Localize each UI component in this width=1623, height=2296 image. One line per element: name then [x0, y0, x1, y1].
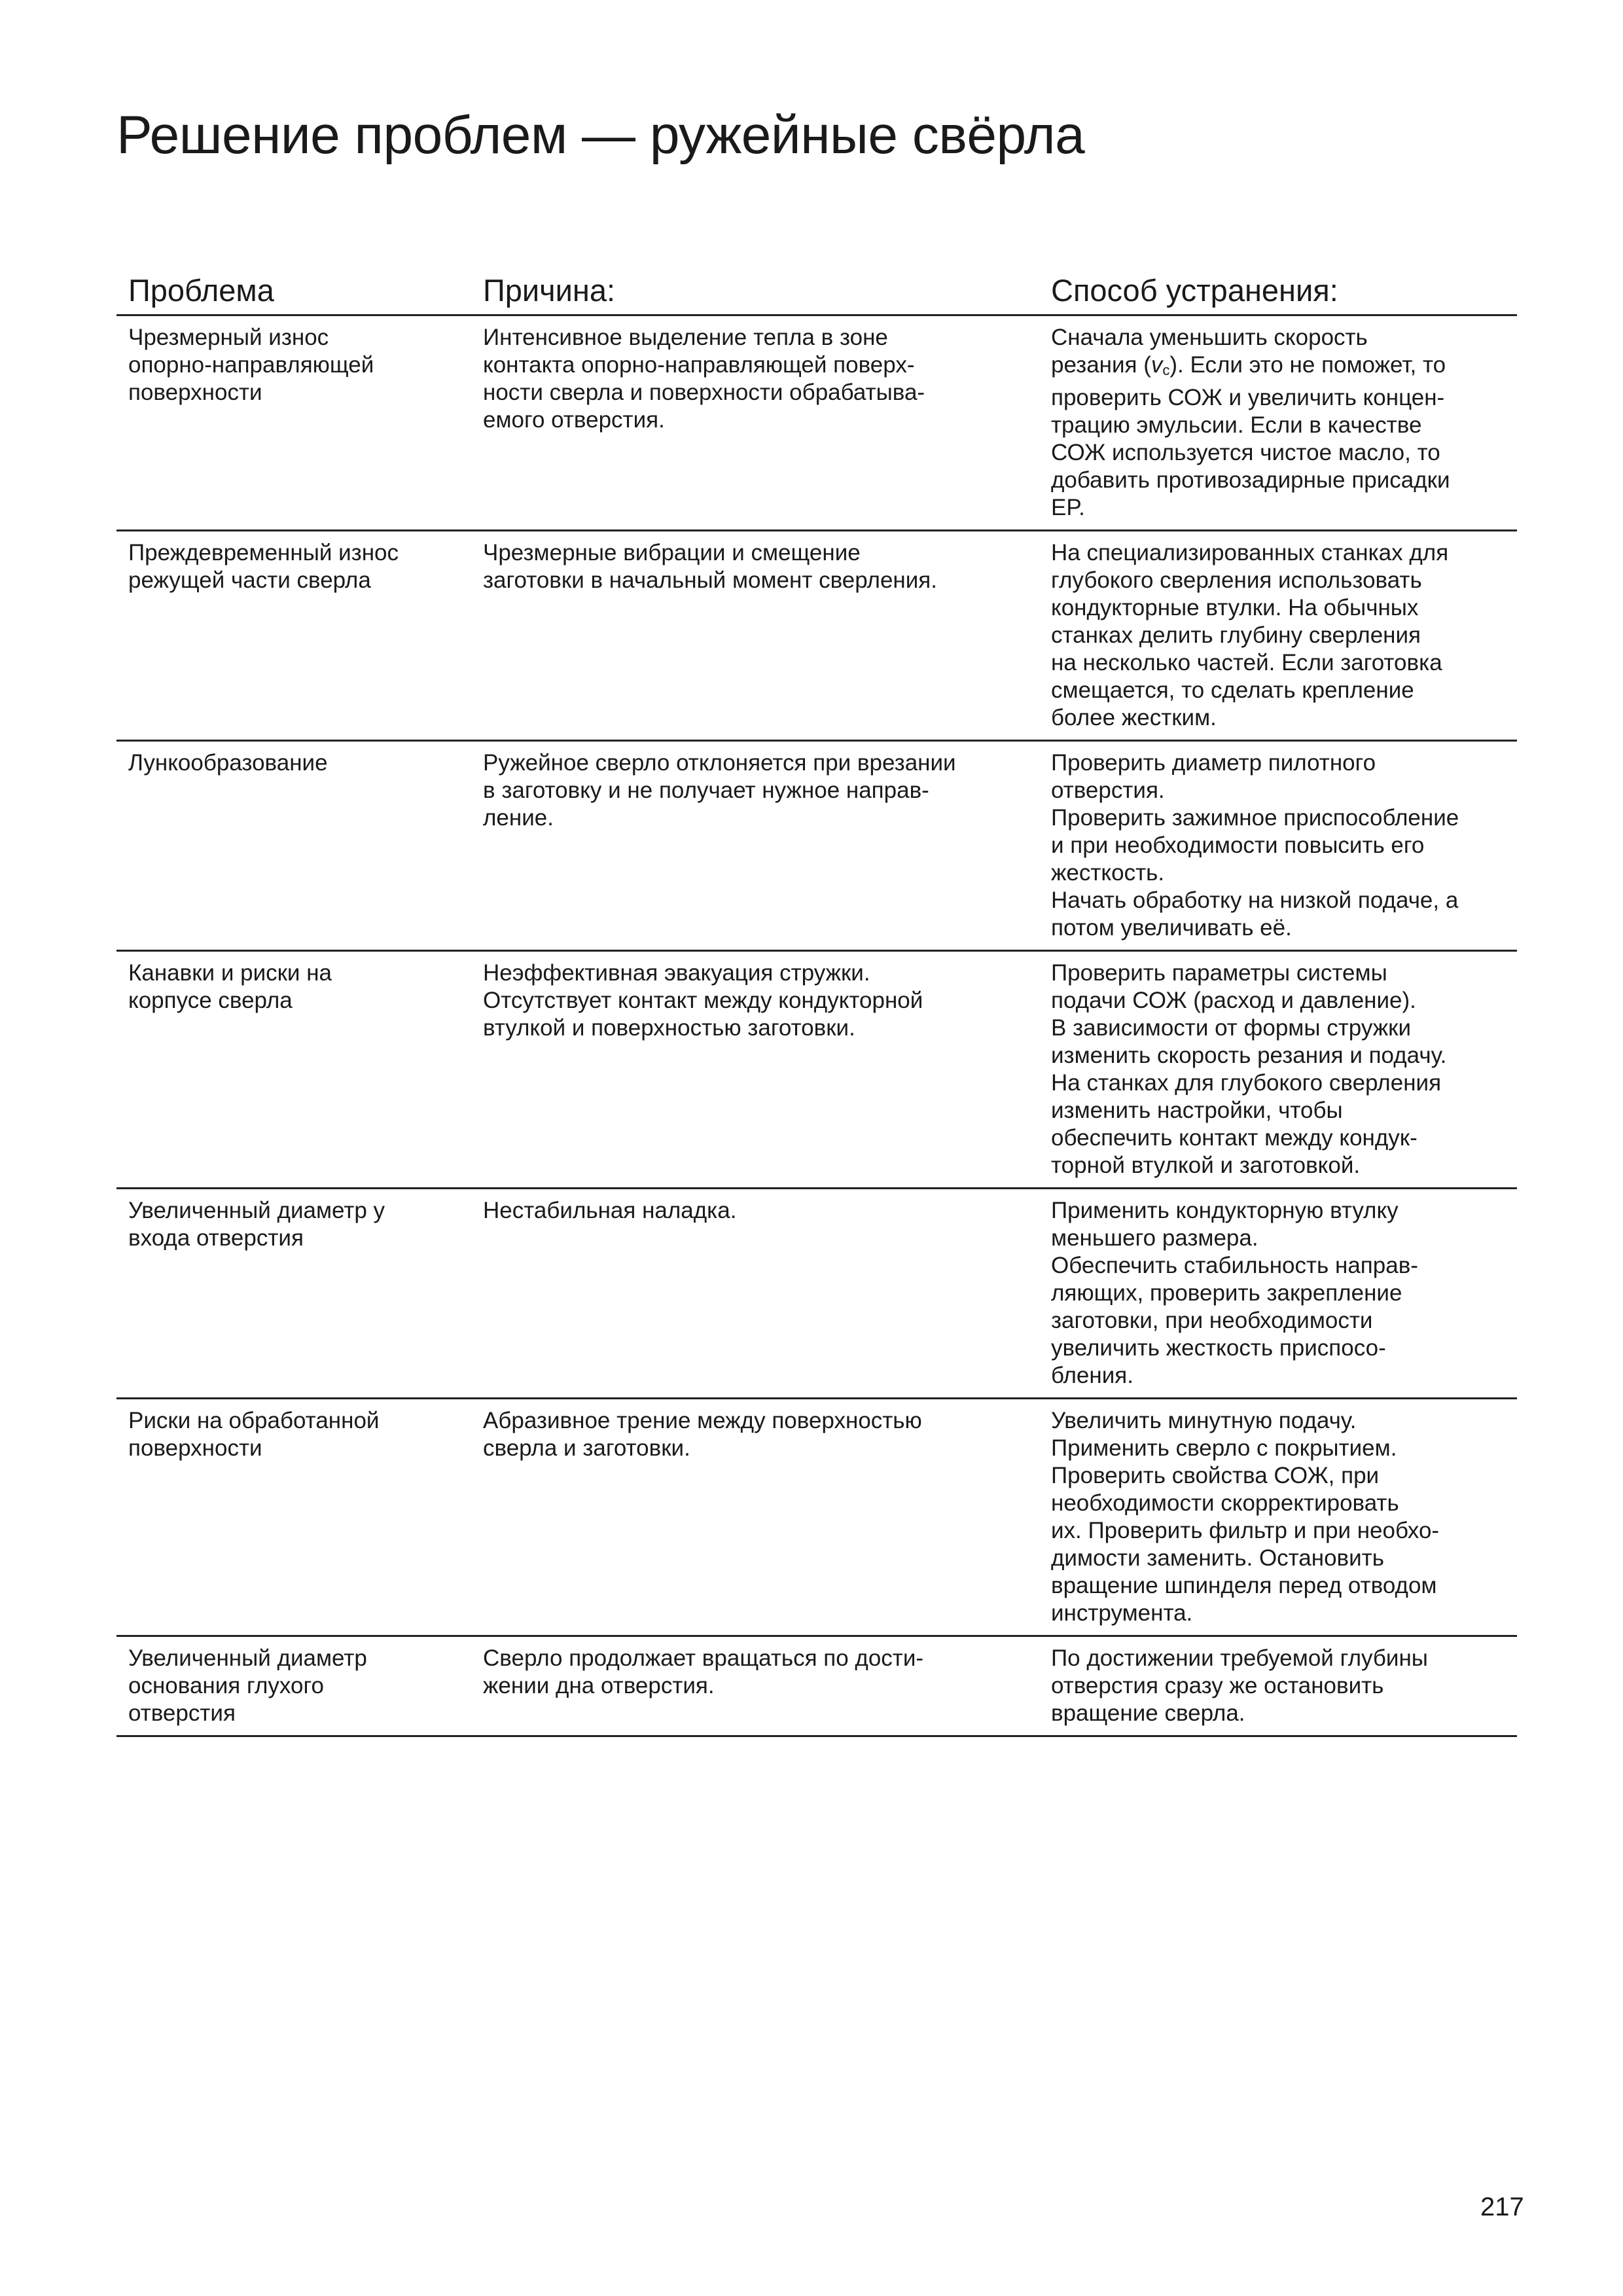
troubleshooting-table: [116, 267, 1517, 1737]
table-row: [116, 950, 1517, 1188]
problem-cell: Чрезмерный износ опорно-направляющей поверхности: [116, 315, 471, 530]
cause-cell: Сверло продолжает вращаться по дости- жении дна отверстия.: [471, 1636, 1039, 1736]
cause-cell: Абразивное трение между поверхностью сверла и заготовки.: [471, 1398, 1039, 1636]
solution-text-part: Сначала уменьшить скорость резания (: [1051, 324, 1368, 378]
table-row: [116, 530, 1517, 740]
problem-cell: Лункообразование: [116, 740, 471, 950]
table-row: [116, 315, 1517, 530]
problem-cell: Канавки и риски на корпусе сверла: [116, 950, 471, 1188]
cause-cell: Нестабильная наладка.: [471, 1188, 1039, 1398]
problem-cell: Увеличенный диаметр основания глухого отверстия: [116, 1636, 471, 1736]
cause-cell: Интенсивное выделение тепла в зоне контакта опорно-направляющей поверх- ности сверла и поверхности обрабатыва- емого отверстия.: [471, 315, 1039, 530]
solution-cell: Увеличить минутную подачу. Применить сверло с покрытием. Проверить свойства СОЖ, при необходимости скорректировать их. Проверить фильтр и при необхо- димости заменить. Остановить вращение шпинделя перед отводом инструмента.: [1039, 1398, 1517, 1636]
table-row: [116, 1188, 1517, 1398]
column-header-cause: Причина:: [471, 267, 1039, 315]
page-number: 217: [1480, 2193, 1524, 2221]
table-row: [116, 1636, 1517, 1736]
solution-cell: На специализированных станках для глубокого сверления использовать кондукторные втулки. На обычных станках делить глубину сверления на несколько частей. Если заготовка смещается, то сделать крепление более жестким.: [1039, 530, 1517, 740]
cause-cell: Неэффективная эвакуация стружки. Отсутствует контакт между кондукторной втулкой и поверхностью заготовки.: [471, 950, 1039, 1188]
problem-cell: Увеличенный диаметр у входа отверстия: [116, 1188, 471, 1398]
page-title: Решение проблем — ружейные свёрла: [116, 105, 1085, 165]
solution-cell: Применить кондукторную втулку меньшего размера. Обеспечить стабильность направ- ляющих, проверить закрепление заготовки, при необходимости увеличить жесткость приспосо- бления.: [1039, 1188, 1517, 1398]
cause-cell: Ружейное сверло отклоняется при врезании в заготовку и не получает нужное направ- ление.: [471, 740, 1039, 950]
solution-cell: [1039, 315, 1517, 530]
column-header-problem: Проблема: [116, 267, 471, 315]
solution-text-part: ). Если это не поможет, то проверить СОЖ и увеличить концен- трацию эмульсии. Если в качестве СОЖ используется чистое масло, то добавить противозадирные присадки EP.: [1051, 351, 1450, 520]
table-header-row: [116, 267, 1517, 315]
cause-cell: Чрезмерные вибрации и смещение заготовки в начальный момент сверления.: [471, 530, 1039, 740]
solution-cell: Проверить параметры системы подачи СОЖ (расход и давление). В зависимости от формы стружки изменить скорость резания и подачу. На станках для глубокого сверления изменить настройки, чтобы обеспечить контакт между кондук- торной втулкой и заготовкой.: [1039, 950, 1517, 1188]
problem-cell: Риски на обработанной поверхности: [116, 1398, 471, 1636]
cutting-speed-subscript: c: [1162, 361, 1170, 378]
cutting-speed-symbol: v: [1150, 351, 1163, 378]
table-row: [116, 740, 1517, 950]
solution-cell: По достижении требуемой глубины отверстия сразу же остановить вращение сверла.: [1039, 1636, 1517, 1736]
column-header-solution: Способ устранения:: [1039, 267, 1517, 315]
table-row: [116, 1398, 1517, 1636]
solution-cell: Проверить диаметр пилотного отверстия. Проверить зажимное приспособление и при необходимости повысить его жесткость. Начать обработку на низкой подаче, а потом увеличивать её.: [1039, 740, 1517, 950]
problem-cell: Преждевременный износ режущей части сверла: [116, 530, 471, 740]
